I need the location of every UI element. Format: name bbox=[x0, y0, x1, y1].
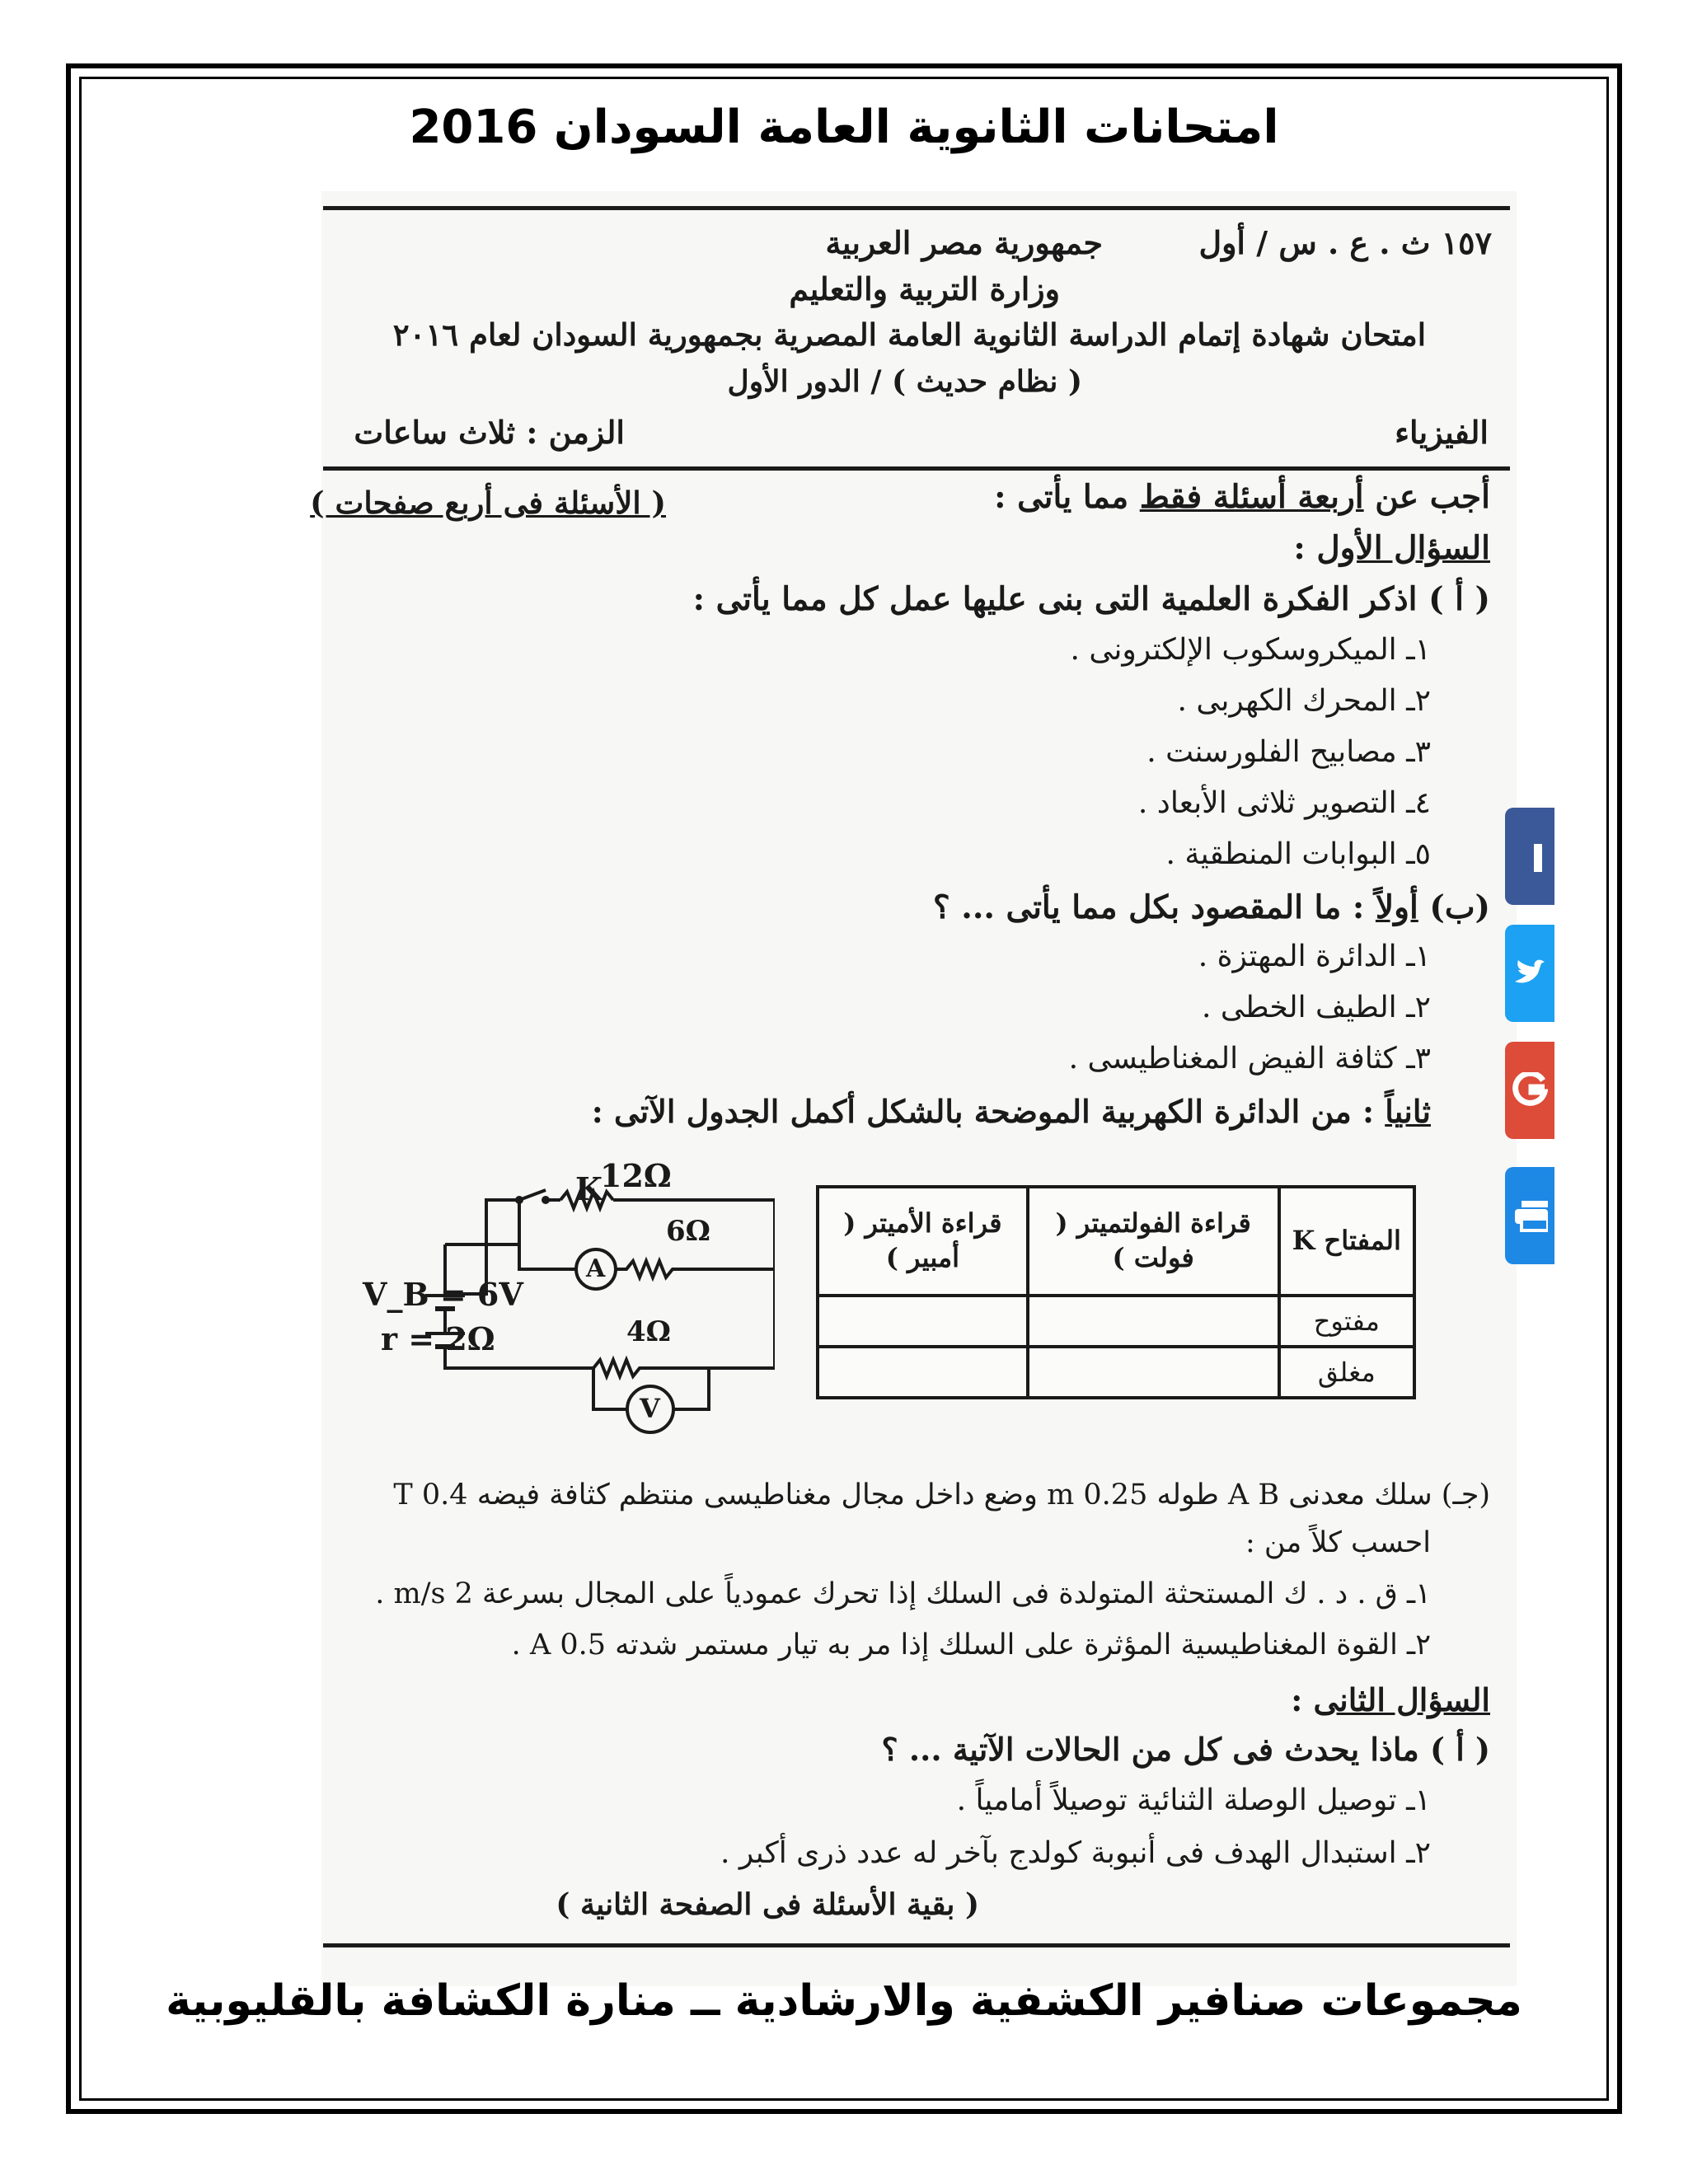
share-twitter-button[interactable] bbox=[1505, 925, 1554, 1022]
table-cell bbox=[1028, 1296, 1279, 1347]
facebook-icon bbox=[1517, 836, 1542, 877]
q1-b-item: ١ـ الدائرة المهتزة . bbox=[1198, 940, 1431, 973]
table-cell bbox=[818, 1347, 1028, 1398]
table-cell bbox=[1028, 1347, 1279, 1398]
q1-title: السؤال الأول : bbox=[1293, 529, 1490, 567]
q2-title: السؤال الثانى : bbox=[1291, 1681, 1490, 1718]
table-header: قراءة الأميتر ( أمبير ) bbox=[818, 1187, 1028, 1296]
q1-b-second-header: ثانياً : من الدائرة الكهربية الموضحة بالشكل أكمل الجدول الآتى : bbox=[591, 1093, 1431, 1130]
q1-a-item: ٢ـ المحرك الكهربى . bbox=[1177, 684, 1431, 718]
google-plus-icon bbox=[1512, 1072, 1548, 1108]
twitter-icon bbox=[1512, 957, 1548, 990]
q1-a-item: ١ـ الميكروسكوب الإلكترونى . bbox=[1070, 633, 1431, 667]
label-switch: K bbox=[575, 1170, 603, 1207]
share-google-button[interactable] bbox=[1505, 1042, 1554, 1139]
q1-c-item: ١ـ ق . د . ك المستحثة المتولدة فى السلك إذا تحرك عمودياً على المجال بسرعة 2 m/s . bbox=[375, 1577, 1431, 1610]
label-6ohm: 6Ω bbox=[666, 1215, 710, 1248]
table-header: قراءة الفولتميتر ( فولت ) bbox=[1028, 1187, 1279, 1296]
table-row bbox=[818, 1347, 1414, 1398]
pages-note: ( الأسئلة فى أربع صفحات ) bbox=[310, 485, 666, 521]
readings-table bbox=[816, 1185, 1416, 1399]
print-button[interactable] bbox=[1505, 1167, 1554, 1264]
exam-code: ١٥٧ ث . ع . س / أول bbox=[1198, 224, 1492, 261]
label-ammeter: A bbox=[586, 1254, 606, 1283]
label-voltmeter: V bbox=[640, 1393, 660, 1424]
label-internal-resistance: r = 2Ω bbox=[381, 1320, 495, 1357]
exam-system: ( نظام حديث ) / الدور الأول bbox=[727, 364, 1082, 399]
subject-name: الفيزياء bbox=[1395, 414, 1489, 451]
label-emf: V_B = 6V bbox=[363, 1276, 523, 1313]
table-cell bbox=[818, 1296, 1028, 1347]
page-title: امتحانات الثانوية العامة السودان 2016 bbox=[409, 101, 1279, 154]
q1-a-item: ٣ـ مصابيح الفلورسنت . bbox=[1146, 735, 1431, 769]
q2-a-header: ( أ ) ماذا يحدث فى كل من الحالات الآتية ... ؟ bbox=[881, 1731, 1490, 1768]
q1-a-item: ٤ـ التصوير ثلاثى الأبعاد . bbox=[1137, 786, 1431, 820]
q1-a-item: ٥ـ البوابات المنطقية . bbox=[1165, 837, 1431, 871]
footer-credit: مجموعات صنافير الكشفية والارشادية ــ منارة الكشافة بالقليوبية bbox=[166, 1976, 1522, 2026]
label-4ohm: 4Ω bbox=[626, 1315, 671, 1348]
label-12ohm: 12Ω bbox=[600, 1157, 672, 1194]
q1-c-item: ٢ـ القوة المغناطيسية المؤثرة على السلك إذا مر به تيار مستمر شدته 0.5 A . bbox=[511, 1629, 1431, 1661]
table-header: المفتاح K bbox=[1279, 1187, 1414, 1296]
instructions: أجب عن أربعة أسئلة فقط مما يأتى : bbox=[994, 478, 1490, 516]
exam-title: امتحان شهادة إتمام الدراسة الثانوية العامة المصرية بجمهورية السودان لعام ٢٠١٦ bbox=[392, 316, 1426, 353]
q1-c-line: (جـ) سلك معدنى A B طوله 0.25 m وضع داخل مجال مغناطيسى منتظم كثافة فيضه 0.4 T bbox=[393, 1479, 1490, 1511]
table-header-row bbox=[818, 1187, 1414, 1296]
continuation-note: ( بقية الأسئلة فى الصفحة الثانية ) bbox=[556, 1887, 979, 1922]
table-row bbox=[818, 1296, 1414, 1347]
bottom-rule bbox=[323, 1943, 1510, 1947]
q1-a-header: ( أ ) اذكر الفكرة العلمية التى بنى عليها عمل كل مما يأتى : bbox=[692, 580, 1490, 618]
print-icon bbox=[1512, 1197, 1548, 1234]
switch-k bbox=[519, 1190, 546, 1200]
q2-a-item: ١ـ توصيل الوصلة الثنائية توصيلاً أمامياً . bbox=[956, 1783, 1431, 1817]
exam-duration: الزمن : ثلاث ساعات bbox=[354, 414, 625, 451]
q1-b-item: ٢ـ الطيف الخطى . bbox=[1201, 991, 1431, 1024]
share-facebook-button[interactable] bbox=[1505, 808, 1554, 905]
top-rule bbox=[323, 206, 1510, 210]
table-cell: مفتوح bbox=[1279, 1296, 1414, 1347]
header-rule bbox=[323, 466, 1510, 471]
q1-b-header: (ب) أولاً : ما المقصود بكل مما يأتى ... ؟ bbox=[932, 888, 1490, 926]
table-cell: مغلق bbox=[1279, 1347, 1414, 1398]
q1-c-line: احسب كلاً من : bbox=[1245, 1526, 1431, 1559]
resistor-6 bbox=[617, 1261, 775, 1277]
q2-a-item: ٢ـ استبدال الهدف فى أنبوبة كولدج بآخر له عدد ذرى أكبر . bbox=[720, 1836, 1431, 1870]
ministry-name: وزارة التربية والتعليم bbox=[789, 270, 1060, 307]
q1-b-item: ٣ـ كثافة الفيض المغناطيسى . bbox=[1068, 1042, 1431, 1076]
country-name: جمهورية مصر العربية bbox=[825, 224, 1103, 261]
